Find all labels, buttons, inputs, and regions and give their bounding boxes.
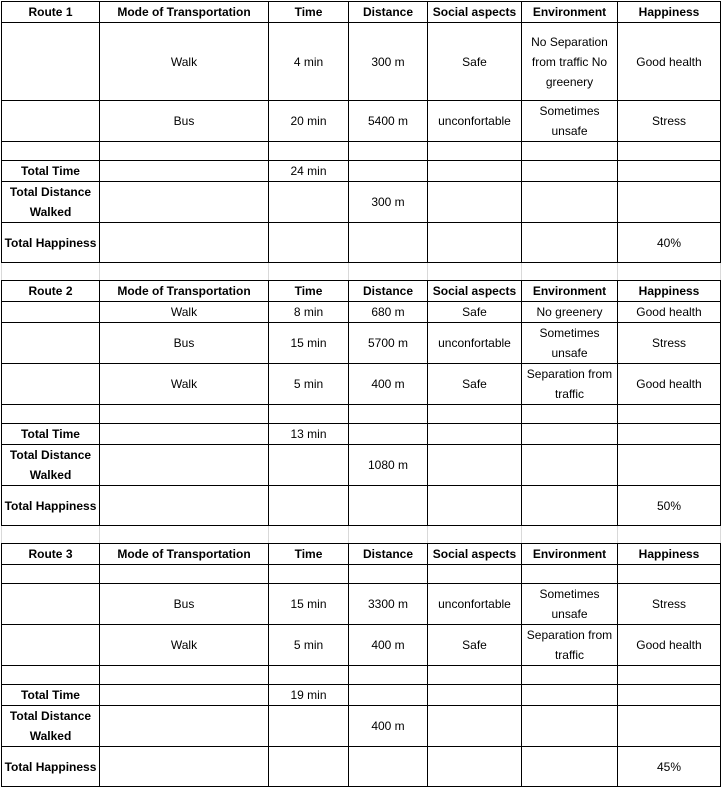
- route-label-cell[interactable]: [2, 142, 100, 161]
- total-time-value-text: 19 min: [290, 688, 327, 702]
- column-header[interactable]: [269, 544, 349, 565]
- happiness-cell-text: Stress: [651, 597, 686, 611]
- distance-cell[interactable]: [349, 405, 428, 424]
- distance-cell[interactable]: [349, 23, 428, 101]
- spacer-cell[interactable]: [428, 263, 522, 281]
- environment-cell-text: Sometimes unsafe: [539, 587, 600, 621]
- column-header-text: Happiness: [638, 547, 700, 561]
- social-cell[interactable]: [428, 666, 522, 685]
- empty-cell[interactable]: [269, 182, 349, 223]
- distance-cell[interactable]: [349, 101, 428, 142]
- distance-cell-text: 400 m: [371, 638, 405, 652]
- time-cell[interactable]: [269, 142, 349, 161]
- mode-cell[interactable]: [100, 584, 269, 625]
- social-cell[interactable]: [428, 23, 522, 101]
- mode-cell-text: Walk: [170, 305, 198, 319]
- social-cell[interactable]: [428, 625, 522, 666]
- mode-cell[interactable]: [100, 323, 269, 364]
- social-cell[interactable]: [428, 565, 522, 584]
- empty-cell[interactable]: [428, 424, 522, 445]
- total-distance-label-text: Total Distance Walked: [9, 709, 92, 743]
- empty-cell[interactable]: [100, 747, 269, 787]
- empty-cell[interactable]: [100, 706, 269, 747]
- time-cell[interactable]: [269, 584, 349, 625]
- empty-cell[interactable]: [618, 706, 721, 747]
- happiness-cell[interactable]: [618, 364, 721, 405]
- route-label-cell[interactable]: [2, 23, 100, 101]
- distance-cell[interactable]: [349, 323, 428, 364]
- total-happiness-row: [2, 747, 721, 787]
- social-cell-text: unconfortable: [438, 597, 511, 611]
- total-happiness-value[interactable]: [618, 223, 721, 263]
- route-label-cell[interactable]: [2, 323, 100, 364]
- distance-cell[interactable]: [349, 625, 428, 666]
- total-happiness-row: [2, 486, 721, 526]
- social-cell-text: Safe: [462, 54, 487, 69]
- column-header-text: Distance: [362, 284, 414, 298]
- environment-cell-text: Separation from traffic: [526, 628, 613, 662]
- empty-cell[interactable]: [100, 445, 269, 486]
- time-cell-text: 15 min: [290, 336, 327, 350]
- time-cell[interactable]: [269, 323, 349, 364]
- mode-cell-text: Bus: [173, 597, 195, 611]
- time-cell-text: 5 min: [293, 377, 324, 391]
- route-label-cell[interactable]: [2, 565, 100, 584]
- table-row: [2, 565, 721, 584]
- route-label-cell[interactable]: [2, 364, 100, 405]
- spacer-cell[interactable]: [100, 263, 269, 281]
- column-header-text: Time: [294, 547, 323, 561]
- environment-cell[interactable]: [522, 101, 618, 142]
- happiness-cell[interactable]: [618, 101, 721, 142]
- total-distance-row: [2, 445, 721, 486]
- column-header-text: Happiness: [638, 5, 700, 19]
- column-header[interactable]: [100, 544, 269, 565]
- mode-cell-text: Walk: [170, 377, 198, 391]
- empty-cell[interactable]: [522, 445, 618, 486]
- total-time-value[interactable]: [269, 424, 349, 445]
- mode-cell[interactable]: [100, 625, 269, 666]
- table-row: [2, 323, 721, 364]
- empty-cell[interactable]: [269, 747, 349, 787]
- mode-cell[interactable]: [100, 101, 269, 142]
- happiness-cell-text: Good health: [636, 305, 702, 319]
- total-time-value[interactable]: [269, 685, 349, 706]
- empty-cell[interactable]: [428, 685, 522, 706]
- time-cell[interactable]: [269, 23, 349, 101]
- empty-cell[interactable]: [618, 161, 721, 182]
- total-happiness-label-text: Total Happiness: [4, 235, 97, 250]
- route-label-cell[interactable]: [2, 101, 100, 142]
- total-happiness-label[interactable]: [2, 486, 100, 526]
- empty-cell[interactable]: [522, 223, 618, 263]
- total-happiness-value-text: 40%: [656, 235, 682, 250]
- column-header-text: Environment: [532, 547, 607, 561]
- environment-cell-text: Sometimes unsafe: [539, 104, 600, 138]
- route-label-cell[interactable]: [2, 302, 100, 323]
- route-label-cell[interactable]: [2, 666, 100, 685]
- column-header-text: Environment: [532, 284, 607, 298]
- route-title[interactable]: [2, 281, 100, 302]
- distance-cell-text: 5400 m: [367, 114, 409, 128]
- spacer-cell[interactable]: [269, 526, 349, 544]
- distance-cell-text: 3300 m: [367, 597, 409, 611]
- distance-cell[interactable]: [349, 584, 428, 625]
- total-time-label-text: Total Time: [21, 688, 80, 702]
- empty-cell[interactable]: [428, 223, 522, 263]
- total-distance-value[interactable]: [349, 706, 428, 747]
- column-header[interactable]: [522, 544, 618, 565]
- total-time-label[interactable]: [2, 685, 100, 706]
- empty-cell[interactable]: [618, 424, 721, 445]
- total-distance-label[interactable]: [2, 182, 100, 223]
- distance-cell[interactable]: [349, 302, 428, 323]
- column-header-text: Happiness: [638, 284, 700, 298]
- column-header-text: Environment: [532, 5, 607, 19]
- column-header[interactable]: [100, 2, 269, 23]
- distance-cell-text: 5700 m: [367, 336, 409, 350]
- environment-cell[interactable]: [522, 302, 618, 323]
- environment-cell[interactable]: [522, 666, 618, 685]
- spacer-cell[interactable]: [269, 263, 349, 281]
- social-cell[interactable]: [428, 405, 522, 424]
- time-cell[interactable]: [269, 666, 349, 685]
- environment-cell-text: No greenery: [536, 305, 603, 319]
- total-happiness-label-text: Total Happiness: [4, 498, 97, 513]
- total-time-row: [2, 424, 721, 445]
- column-header-text: Social aspects: [432, 5, 517, 19]
- total-happiness-label-text: Total Happiness: [4, 759, 97, 774]
- spacer-cell[interactable]: [428, 526, 522, 544]
- spacer-cell[interactable]: [618, 526, 721, 544]
- spacer-cell[interactable]: [618, 263, 721, 281]
- time-cell[interactable]: [269, 302, 349, 323]
- column-header[interactable]: [618, 544, 721, 565]
- total-time-label-text: Total Time: [21, 164, 80, 178]
- total-happiness-label[interactable]: [2, 747, 100, 787]
- route-label-cell[interactable]: [2, 405, 100, 424]
- happiness-cell-text: Good health: [636, 638, 702, 652]
- environment-cell[interactable]: [522, 142, 618, 161]
- environment-cell-text: Separation from traffic: [526, 367, 613, 401]
- social-cell-text: unconfortable: [438, 114, 511, 128]
- social-cell-text: Safe: [462, 377, 487, 391]
- total-happiness-value-text: 45%: [656, 759, 682, 774]
- mode-cell[interactable]: [100, 666, 269, 685]
- empty-cell[interactable]: [100, 182, 269, 223]
- column-header[interactable]: [522, 2, 618, 23]
- empty-cell[interactable]: [522, 182, 618, 223]
- empty-cell[interactable]: [618, 182, 721, 223]
- column-header[interactable]: [100, 281, 269, 302]
- distance-cell[interactable]: [349, 142, 428, 161]
- total-happiness-value[interactable]: [618, 747, 721, 787]
- column-header[interactable]: [428, 281, 522, 302]
- table-row: [2, 302, 721, 323]
- total-distance-label[interactable]: [2, 706, 100, 747]
- happiness-cell[interactable]: [618, 584, 721, 625]
- total-distance-value-text: 300 m: [371, 195, 405, 209]
- empty-cell[interactable]: [428, 161, 522, 182]
- column-header[interactable]: [349, 281, 428, 302]
- total-time-row: [2, 161, 721, 182]
- environment-cell-text: Sometimes unsafe: [539, 326, 600, 360]
- happiness-cell[interactable]: [618, 302, 721, 323]
- spacer-cell[interactable]: [522, 263, 618, 281]
- empty-cell[interactable]: [349, 486, 428, 526]
- empty-cell[interactable]: [618, 685, 721, 706]
- happiness-cell-text: Stress: [651, 336, 686, 350]
- mode-cell-text: Walk: [170, 54, 198, 69]
- time-cell-text: 20 min: [290, 114, 327, 128]
- environment-cell[interactable]: [522, 625, 618, 666]
- happiness-cell-text: Good health: [636, 377, 702, 391]
- mode-cell[interactable]: [100, 142, 269, 161]
- column-header-text: Distance: [362, 547, 414, 561]
- total-distance-label[interactable]: [2, 445, 100, 486]
- mode-cell-text: Walk: [170, 638, 198, 652]
- route-title-text: Route 1: [28, 5, 73, 19]
- total-happiness-value[interactable]: [618, 486, 721, 526]
- time-cell-text: 15 min: [290, 597, 327, 611]
- total-time-label-text: Total Time: [21, 427, 80, 441]
- empty-cell[interactable]: [522, 706, 618, 747]
- empty-cell[interactable]: [522, 747, 618, 787]
- social-cell-text: Safe: [462, 305, 487, 319]
- column-header[interactable]: [522, 281, 618, 302]
- mode-cell[interactable]: [100, 302, 269, 323]
- social-cell[interactable]: [428, 101, 522, 142]
- spacer-cell[interactable]: [100, 526, 269, 544]
- empty-cell[interactable]: [349, 223, 428, 263]
- total-time-value[interactable]: [269, 161, 349, 182]
- total-happiness-value-text: 50%: [656, 498, 682, 513]
- spacer-cell[interactable]: [2, 263, 100, 281]
- empty-cell[interactable]: [428, 445, 522, 486]
- distance-cell[interactable]: [349, 364, 428, 405]
- distance-cell-text: 680 m: [371, 305, 405, 319]
- happiness-cell[interactable]: [618, 323, 721, 364]
- route-title[interactable]: [2, 544, 100, 565]
- total-distance-label-text: Total Distance Walked: [9, 448, 92, 482]
- route-header-row: [2, 544, 721, 565]
- table-row: [2, 625, 721, 666]
- happiness-cell-text: Stress: [651, 114, 686, 128]
- total-distance-row: [2, 182, 721, 223]
- environment-cell[interactable]: [522, 405, 618, 424]
- empty-cell[interactable]: [349, 747, 428, 787]
- spacer-cell[interactable]: [349, 263, 428, 281]
- mode-cell[interactable]: [100, 23, 269, 101]
- table-row: [2, 23, 721, 101]
- column-header[interactable]: [428, 2, 522, 23]
- total-distance-value-text: 400 m: [371, 719, 405, 733]
- empty-cell[interactable]: [100, 486, 269, 526]
- mode-cell[interactable]: [100, 565, 269, 584]
- column-header-text: Distance: [362, 5, 414, 19]
- environment-cell-text: No Separation from traffic No greenery: [531, 34, 608, 89]
- mode-cell[interactable]: [100, 364, 269, 405]
- column-header[interactable]: [618, 2, 721, 23]
- route-header-row: [2, 281, 721, 302]
- route-title-text: Route 2: [28, 284, 73, 298]
- total-time-value-text: 24 min: [290, 164, 327, 178]
- total-distance-label-text: Total Distance Walked: [9, 185, 92, 219]
- total-distance-value[interactable]: [349, 182, 428, 223]
- table-row: [2, 101, 721, 142]
- table-row: [2, 584, 721, 625]
- time-cell-text: 4 min: [293, 54, 324, 69]
- happiness-cell[interactable]: [618, 565, 721, 584]
- total-happiness-row: [2, 223, 721, 263]
- empty-cell[interactable]: [349, 685, 428, 706]
- happiness-cell[interactable]: [618, 405, 721, 424]
- social-cell[interactable]: [428, 323, 522, 364]
- time-cell[interactable]: [269, 405, 349, 424]
- total-time-value-text: 13 min: [290, 427, 327, 441]
- total-happiness-label[interactable]: [2, 223, 100, 263]
- time-cell[interactable]: [269, 101, 349, 142]
- mode-cell-text: Bus: [173, 336, 195, 350]
- social-cell[interactable]: [428, 302, 522, 323]
- total-time-label[interactable]: [2, 424, 100, 445]
- spacer-row: [2, 526, 721, 544]
- total-time-label[interactable]: [2, 161, 100, 182]
- happiness-cell[interactable]: [618, 666, 721, 685]
- social-cell-text: Safe: [462, 638, 487, 652]
- empty-cell[interactable]: [522, 424, 618, 445]
- environment-cell[interactable]: [522, 565, 618, 584]
- table-row: [2, 405, 721, 424]
- total-time-row: [2, 685, 721, 706]
- spacer-row: [2, 263, 721, 281]
- environment-cell[interactable]: [522, 23, 618, 101]
- empty-cell[interactable]: [428, 486, 522, 526]
- empty-cell[interactable]: [269, 223, 349, 263]
- social-cell[interactable]: [428, 584, 522, 625]
- column-header-text: Social aspects: [432, 284, 517, 298]
- route-label-cell[interactable]: [2, 584, 100, 625]
- empty-cell[interactable]: [100, 161, 269, 182]
- spacer-cell[interactable]: [522, 526, 618, 544]
- empty-cell[interactable]: [522, 161, 618, 182]
- column-header[interactable]: [618, 281, 721, 302]
- total-distance-value-text: 1080 m: [367, 458, 409, 472]
- column-header[interactable]: [349, 2, 428, 23]
- route-title-text: Route 3: [28, 547, 73, 561]
- social-cell[interactable]: [428, 364, 522, 405]
- route-title[interactable]: [2, 2, 100, 23]
- column-header-text: Time: [294, 284, 323, 298]
- empty-cell[interactable]: [269, 445, 349, 486]
- column-header[interactable]: [269, 281, 349, 302]
- empty-cell[interactable]: [100, 685, 269, 706]
- empty-cell[interactable]: [618, 445, 721, 486]
- environment-cell[interactable]: [522, 323, 618, 364]
- mode-cell-text: Bus: [173, 114, 195, 128]
- column-header[interactable]: [428, 544, 522, 565]
- time-cell[interactable]: [269, 565, 349, 584]
- empty-cell[interactable]: [349, 161, 428, 182]
- social-cell[interactable]: [428, 142, 522, 161]
- column-header-text: Social aspects: [432, 547, 517, 561]
- empty-cell[interactable]: [269, 486, 349, 526]
- empty-cell[interactable]: [522, 685, 618, 706]
- route-header-row: [2, 2, 721, 23]
- environment-cell[interactable]: [522, 364, 618, 405]
- time-cell[interactable]: [269, 625, 349, 666]
- distance-cell-text: 400 m: [371, 377, 405, 391]
- column-header-text: Time: [294, 5, 323, 19]
- total-distance-row: [2, 706, 721, 747]
- column-header[interactable]: [269, 2, 349, 23]
- empty-cell[interactable]: [428, 706, 522, 747]
- happiness-cell-text: Good health: [636, 54, 702, 69]
- mode-cell[interactable]: [100, 405, 269, 424]
- column-header-text: Mode of Transportation: [117, 284, 251, 298]
- empty-cell[interactable]: [349, 424, 428, 445]
- empty-cell[interactable]: [100, 424, 269, 445]
- time-cell-text: 8 min: [293, 305, 324, 319]
- happiness-cell[interactable]: [618, 142, 721, 161]
- happiness-cell[interactable]: [618, 23, 721, 101]
- time-cell[interactable]: [269, 364, 349, 405]
- distance-cell[interactable]: [349, 666, 428, 685]
- environment-cell[interactable]: [522, 584, 618, 625]
- column-header-text: Mode of Transportation: [117, 5, 251, 19]
- happiness-cell[interactable]: [618, 625, 721, 666]
- empty-cell[interactable]: [428, 747, 522, 787]
- route-comparison-table: [1, 1, 721, 787]
- route-label-cell[interactable]: [2, 625, 100, 666]
- empty-cell[interactable]: [522, 486, 618, 526]
- table-row: [2, 364, 721, 405]
- distance-cell[interactable]: [349, 565, 428, 584]
- empty-cell[interactable]: [428, 182, 522, 223]
- column-header[interactable]: [349, 544, 428, 565]
- table-row: [2, 666, 721, 685]
- empty-cell[interactable]: [100, 223, 269, 263]
- spacer-cell[interactable]: [349, 526, 428, 544]
- spacer-cell[interactable]: [2, 526, 100, 544]
- column-header-text: Mode of Transportation: [117, 547, 251, 561]
- empty-cell[interactable]: [269, 706, 349, 747]
- social-cell-text: unconfortable: [438, 336, 511, 350]
- total-distance-value[interactable]: [349, 445, 428, 486]
- table-row: [2, 142, 721, 161]
- time-cell-text: 5 min: [293, 638, 324, 652]
- distance-cell-text: 300 m: [371, 54, 405, 69]
